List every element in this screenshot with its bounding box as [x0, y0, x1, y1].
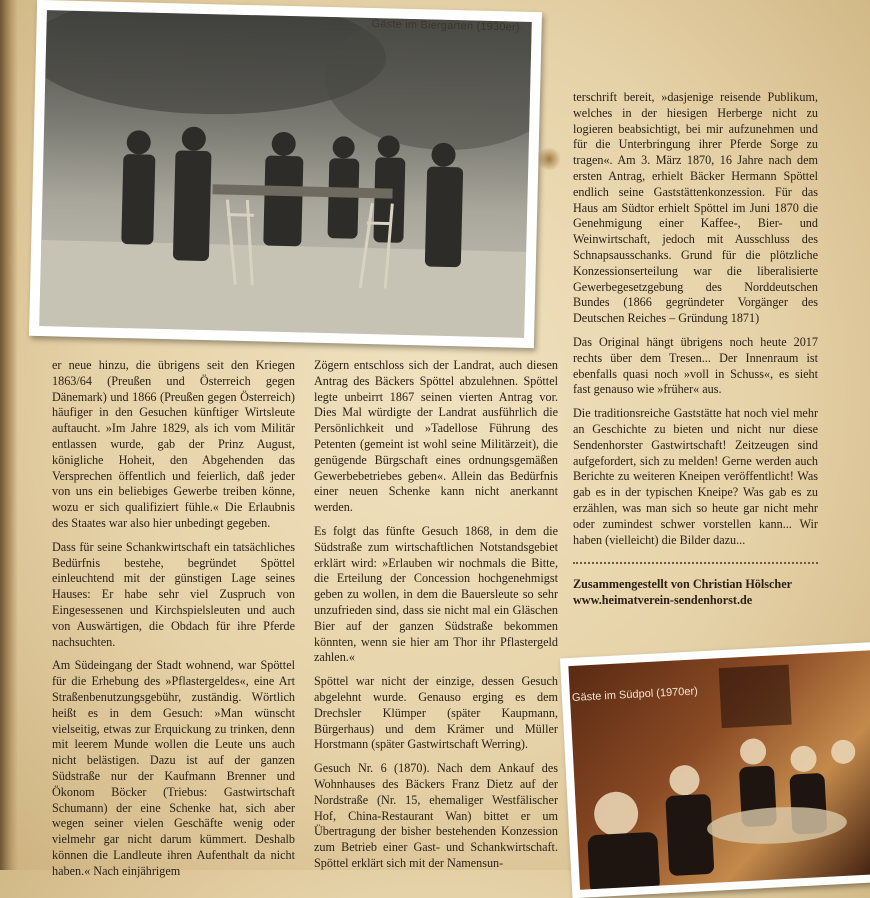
text-column-1	[52, 358, 295, 888]
dotted-divider	[573, 562, 818, 564]
paragraph: Dass für seine Schankwirtschaft ein tatsächliches Bedürfnis bestehe, begründet Spöttel einleuchtend mit der günstigen Lage seines Hauses: Er habe sehr viel Zuspruch von Eingesessenen und Kirchspielsleuten und auch von Auswärtigen, die Obdach für ihre Pferde nachsuchten.	[52, 539, 295, 649]
paragraph: er neue hinzu, die übrigens seit den Kriegen 1863/64 (Preußen und Österreich gegen Dänemark) und 1866 (Preußen gegen Österreich) häufiger in den Gesuchen künftiger Wirtsleute auftaucht. »Im Jahre 1829, als ich vom Militär entlassen wurde, gab der Prinz August, königliche Hoheit, den Abgehenden das Versprechen öffentlich und feierlich, daß jeder von uns ein beliebiges Gewerbe treiben könne, wozu er sich qualifiziert fühle.« Die Erlaubnis des Staates war also hier unbedingt gegeben.	[52, 358, 295, 530]
photo-caption: Gäste im Biergarten (1930er)	[371, 18, 520, 34]
page-edge-shadow	[0, 0, 18, 870]
text-column-3	[573, 90, 818, 608]
paragraph: Am Südeingang der Stadt wohnend, war Spöttel für die Erhebung des »Pflastergeldes«, eine Art Straßenbenutzungsgebühr, zuständig. Wörtlich heißt es in dem Gesuch: »Man wünscht vielseitig, etwas zur Erquickung zu trinken, denn mit leerem Munde wollen die Leute uns auch nicht belästigen. Dazu ist auf der ganzen Südstraße nur der Kaufmann Brenner und Ökonom Böcker (Triebus: Gastwirtschaft Schumann) der eine Schenke hat, sich aber wegen seiner vielen Geschäfte wenig oder vielmehr gar nicht darum kümmert. Deshalb können die Landleute ihren Aufenthalt da nicht haben.« Nach einjährigem	[52, 658, 295, 878]
photo-biergarten	[29, 0, 542, 348]
coffee-stain	[536, 148, 562, 170]
paragraph: Gesuch Nr. 6 (1870). Nach dem Ankauf des Wohnhauses des Bäckers Franz Dietz auf der Nordstraße (Nr. 15, ehemaliger Westfälischer Hof, China-Restaurant Wan) bittet er um Übertragung der bisher bestehenden Konzession zum Betrieb einer Gast- und Schankwirtschaft. Spöttel erklärt sich mit der Namensun-	[314, 761, 558, 870]
paragraph: Das Original hängt übrigens noch heute 2017 rechts über dem Tresen... Der Innenraum ist ebenfalls quasi noch »voll in Schuss«, es sieht fast genauso wie »früher« aus.	[573, 334, 818, 397]
paragraph: terschrift bereit, »dasjenige reisende Publikum, welches in der hiesigen Herberge nicht zu logieren beabsichtigt, bei mir aufzunehmen und für die Unterbringung ihrer Pferde Sorge zu tragen«. Am 3. März 1870, 16 Jahre nach dem ersten Antrag, erhielt Bäcker Hermann Spöttel endlich seine Gaststättenkonzession. Für das Haus am Südtor erhielt Spöttel im Juni 1870 die Genehmigung einer Kaffee-, Bier- und Weinwirtschaft, jedoch mit Ausschluss des Schnapsausschanks. Grund für die plötzliche Konzessionserteilung war die liberalisierte Gewerbegesetzgebung des Norddeutschen Bundes (1866 gegründeter Vorgänger des Deutschen Reiches – Gründung 1871)	[573, 90, 818, 326]
paragraph: Die traditionsreiche Gaststätte hat noch viel mehr an Geschichte zu bieten und nicht nur diese Sendenhorster Gastwirtschaft! Zeitzeugen sind aufgefordert, sich zu melden! Gerne werden auch Berichte zu weiteren Kneipen veröffentlicht! Was gab es in der typischen Kneipe? Was gab es zu erzählen, was man sich so heute gar nicht mehr oder zumindest schwer vorstellen kann... Wir haben (vielleicht) die Bilder dazu...	[573, 406, 818, 547]
author-credit: Zusammengestellt von Christian Hölscher	[573, 577, 793, 592]
paragraph: Zögern entschloss sich der Landrat, auch diesen Antrag des Bäckers Spöttel abzulehnen. Spöttel legte unbeirrt 1867 seinen vierten Antrag vor. Dies Mal würdigte der Landrat ausführlich die Persönlichkeit und »Tadellose Führung des Petenten (gemeint ist wohl seine Militärzeit), die genügende Bürgschaft eines ordnungsgemäßen Gewerbebetriebes geben«. Allein das Bedürfnis einer neuen Schenke kann nicht anerkannt werden.	[314, 358, 558, 515]
photo-caption: Gäste im Südpol (1970er)	[571, 685, 699, 704]
photo-suedpol	[560, 642, 870, 898]
paragraph: Spöttel war nicht der einzige, dessen Gesuch abgelehnt wurde. Genauso erging es dem Drechsler Klümper (später Kaupmann, Bürgerhaus) und dem Krämer und Müller Horstmann (später Gastwirtschaft Werring).	[314, 674, 558, 752]
text-column-2	[314, 358, 558, 880]
suedpol-image	[568, 650, 870, 890]
biergarten-image	[39, 10, 532, 338]
paragraph: Es folgt das fünfte Gesuch 1868, in dem die Südstraße zum wirtschaftlichen Notstandsgebiet erklärt wird: »Erlauben wir nochmals die Bitte, die Erteilung der Concession hochgenehmigst geben zu wollen, in dem die Bauersleute so sehr unzufrieden sind, dass sie nicht mal ein Gläschen Bier auf der ganzen Südstraße bekommen könnten, wenn sie hier am Thor ihr Pflastergeld zahlen.«	[314, 523, 558, 665]
website-link[interactable]: www.heimatverein-sendenhorst.de	[573, 593, 753, 608]
